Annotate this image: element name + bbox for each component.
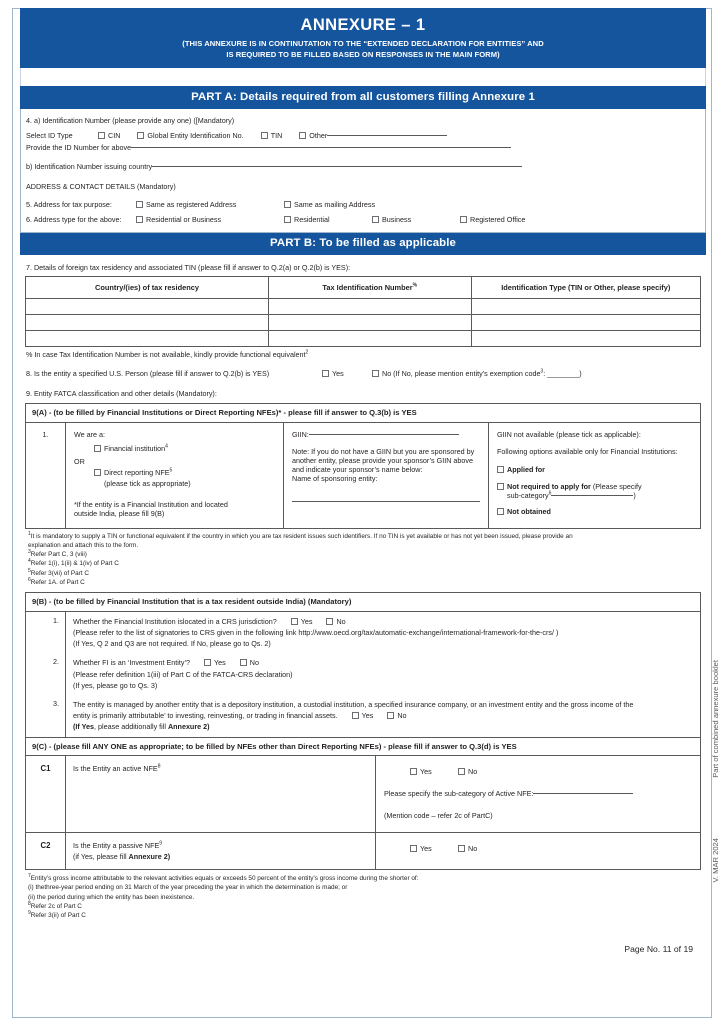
section-9c-row-c1 xyxy=(26,755,700,832)
cell-tin[interactable] xyxy=(269,331,472,347)
q4a-label: 4. a) Identification Number (please provide any one) ([Mandatory) xyxy=(26,116,235,126)
tick-as-appropriate-hint: (please tick as appropriate) xyxy=(104,478,191,488)
checkbox-icon[interactable] xyxy=(137,132,144,139)
footnote-item: $^3$Refer Part C, 3 (viii) xyxy=(28,549,87,559)
footnote-item: $^5$Refer 3(vii) of Part C xyxy=(28,567,90,577)
page-subtitle-line1: (THIS ANNEXURE IS IN CONTINUTATION TO THE “EXTENDED DECLARATION FOR ENTITIES” AND xyxy=(182,38,544,48)
giin-note-line1: Note: If you do not have a GIIN but you are sponsored by xyxy=(292,446,475,456)
q8-label: 8. Is the entity a specified U.S. Person (please fill if answer to Q.2(b) is YES) xyxy=(26,369,270,379)
q6-option-label-2: Business xyxy=(382,214,412,224)
checkbox-icon[interactable] xyxy=(326,618,333,625)
cell-country[interactable] xyxy=(26,315,269,331)
address-contact-heading: ADDRESS & CONTACT DETAILS (Mandatory) xyxy=(26,182,176,192)
id-type-label-global-entity-id: Global Entity Identification No. xyxy=(147,130,244,140)
row-number: 3. xyxy=(26,695,66,737)
footnote-item: $^4$Refer 1(i), 1(ii) & 1(iv) of Part C xyxy=(28,558,119,568)
page-subtitle-line2: IS REQUIRED TO BE FILLED BASED ON RESPONSES IN THE MAIN FORM) xyxy=(226,50,500,60)
option-yes[interactable]: Yes xyxy=(204,658,226,667)
part-a-body xyxy=(20,109,706,233)
option-label-direct-reporting-nfe: Direct reporting NFE$^5$ xyxy=(104,467,173,477)
section-9c-heading: 9(C) - (please fill ANY ONE as appropriate; to be filled by NFEs other than Direct Reporting NFEs) - please fill if answer to Q.3(d) is YES xyxy=(26,737,700,755)
question-line xyxy=(73,657,694,668)
section-9a xyxy=(25,403,701,528)
question-line xyxy=(73,616,694,627)
option-no[interactable]: No xyxy=(240,658,259,667)
question-subnote-2: (If yes, please go to Qs. 3) xyxy=(73,680,158,690)
id-type-label-other: Other xyxy=(309,130,328,140)
row-number: 1. xyxy=(26,612,66,654)
c1-mention-code-note: (Mention code – refer 2c of PartC) xyxy=(384,811,493,821)
checkbox-icon[interactable] xyxy=(291,618,298,625)
q8-option-no[interactable] xyxy=(372,369,582,378)
tax-residency-table xyxy=(25,276,701,347)
q6-option-label-3: Registered Office xyxy=(470,214,526,224)
sponsoring-entity-input[interactable] xyxy=(292,501,480,502)
part-a-bar: PART A: Details required from all customers filling Annexure 1 xyxy=(20,86,706,108)
question-subnote-1: (Please refer to the list of signatories to CRS given in the following link http://www.oecd.org/tax/automatic-exchange/international-framework-for-the-crs/ ) xyxy=(73,628,559,638)
checkbox-icon[interactable] xyxy=(458,768,465,775)
section-9b-row-1 xyxy=(26,611,700,654)
section-9b-heading: 9(B) - (to be filled by Financial Institution that is a tax resident outside India) (Mandatory) xyxy=(32,597,352,607)
question-c2: Is the Entity a passive NFE$^9$ (if Yes, please fill Annexure 2) xyxy=(66,833,376,869)
q4b-label: b) Identification Number issuing country xyxy=(26,161,153,171)
option-not-required-to-apply[interactable] xyxy=(497,482,692,500)
q6-label: 6. Address type for the above: xyxy=(26,214,122,224)
q5-label: 5. Address for tax purpose: xyxy=(26,199,112,209)
option-yes[interactable]: Yes xyxy=(410,844,458,853)
id-type-option-cin[interactable] xyxy=(98,131,120,140)
id-type-other-input[interactable] xyxy=(327,135,447,136)
table-row[interactable] xyxy=(26,331,701,347)
checkbox-icon[interactable] xyxy=(136,201,143,208)
row-code-c1: C1 xyxy=(26,756,66,832)
section-9a-heading: 9(A) - (to be filled by Financial Institutions or Direct Reporting NFEs)* - please fill if answer to Q.3(b) is YES xyxy=(26,404,700,422)
checkbox-icon[interactable] xyxy=(387,712,394,719)
id-type-option-other[interactable] xyxy=(299,131,447,140)
checkbox-icon[interactable] xyxy=(372,370,379,377)
cell-tin[interactable] xyxy=(269,299,472,315)
footnote-item: $^8$Refer 2c of Part C xyxy=(28,900,82,910)
footnote-item: (i) thethree-year period ending on 31 March of the year preceding the year in which the determination is made; or xyxy=(28,884,348,892)
q7-label: 7. Details of foreign tax residency and associated TIN (please fill if answer to Q.2(a) or Q.2(b) is YES): xyxy=(26,262,351,272)
checkbox-icon[interactable] xyxy=(204,659,211,666)
option-label-financial-institution: Financial institution$^4$ xyxy=(104,443,168,453)
option-no[interactable]: No xyxy=(387,711,406,720)
giin-not-available-title: GIIN not available (please tick as applicable): xyxy=(497,429,641,439)
issuing-country-input[interactable] xyxy=(152,166,522,167)
footnote-item: $^7$Entity’s gross income attributable to the relevant activities equals or exceeds 50 percent of the entity’s gross income during the shorter of: xyxy=(28,872,419,882)
checkbox-icon[interactable] xyxy=(410,845,417,852)
page-number: Page No. 11 of 19 xyxy=(624,944,693,955)
question-subnote-1: (Please refer definition 1(iii) of Part C of the FATCA-CRS declaration) xyxy=(73,669,293,679)
option-yes[interactable]: Yes xyxy=(352,711,374,720)
table-header-tin: Tax Identification Number% xyxy=(269,276,472,298)
side-label-version: V. MAR 2024 xyxy=(710,838,720,883)
side-label-booklet: Part of combined annexure booklet xyxy=(710,660,720,778)
question-c1: Is the Entity an active NFE$^8$ xyxy=(66,756,376,832)
giin-label: GIIN: xyxy=(292,429,309,439)
sub-category-input[interactable] xyxy=(551,495,633,496)
cell-tin[interactable] xyxy=(269,315,472,331)
checkbox-icon[interactable] xyxy=(94,469,101,476)
active-nfe-subcategory-input[interactable] xyxy=(533,793,633,794)
checkbox-icon[interactable] xyxy=(322,370,329,377)
checkbox-icon[interactable] xyxy=(352,712,359,719)
table-header-country: Country/(ies) of tax residency xyxy=(26,276,269,298)
table-header-id-type: Identification Type (TIN or Other, please specify) xyxy=(471,276,701,298)
section-9a-col-giin-unavailable xyxy=(489,423,700,528)
id-type-row xyxy=(26,131,699,140)
checkbox-icon[interactable] xyxy=(261,132,268,139)
q6-option-residential-or-business[interactable] xyxy=(136,215,284,224)
provide-id-input[interactable] xyxy=(131,147,511,148)
section-9a-body xyxy=(26,423,700,528)
question-text: entity is primarily attributable’ to investing, reinvesting, or trading in financial assets. xyxy=(73,711,338,721)
section-9b-row-2 xyxy=(26,653,700,695)
table-row[interactable] xyxy=(26,299,701,315)
giin-note-line2: another entity, please provide your sponsor’s GIIN above xyxy=(292,455,473,465)
id-type-label-tin: TIN xyxy=(270,130,283,140)
option-label-not-required-to-apply: Not required to apply for (Please specify sub-category$^6$ ) xyxy=(507,481,642,500)
option-label-applied-for: Applied for xyxy=(507,464,545,474)
checkbox-icon[interactable] xyxy=(299,132,306,139)
q5-row xyxy=(26,200,699,209)
option-yes[interactable]: Yes xyxy=(291,617,313,626)
checkbox-icon[interactable] xyxy=(497,466,504,473)
cell-id-type[interactable] xyxy=(471,299,701,315)
part-b-body xyxy=(20,255,706,955)
checkbox-icon[interactable] xyxy=(410,768,417,775)
footnote-item: $^9$Refer 3(ii) of Part C xyxy=(28,909,86,920)
checkbox-icon[interactable] xyxy=(372,216,379,223)
q8-yes-label: Yes xyxy=(332,369,344,379)
q8-no-label: No (If No, please mention entity’s exemption code$^3$: ________) xyxy=(382,368,582,379)
cell-country[interactable] xyxy=(26,299,269,315)
section-9a-col-entity-type xyxy=(66,423,284,528)
checkbox-icon[interactable] xyxy=(497,483,504,490)
q4b-row xyxy=(26,155,699,174)
id-type-option-global-entity-id[interactable] xyxy=(137,131,243,140)
option-yes[interactable]: Yes xyxy=(410,767,458,776)
side-margin-labels xyxy=(703,0,721,1024)
select-id-type-label: Select ID Type xyxy=(26,130,73,140)
footnote-item: $^1$It is mandatory to supply a TIN or functional equivalent if the country in which you are tax resident issues such identifiers. If no TIN is yet available or has not yet been issued, please provide an xyxy=(28,530,573,540)
question-line-2 xyxy=(73,710,694,721)
footnote-item: (ii) the period during which the entity has been inexistence. xyxy=(28,893,195,901)
section-9a-row-number: 1. xyxy=(26,423,66,528)
q6-option-registered-office[interactable] xyxy=(460,215,525,224)
cell-id-type[interactable] xyxy=(471,315,701,331)
id-type-option-tin[interactable] xyxy=(261,131,283,140)
footnote-item: $^6$Refer 1A. of Part C xyxy=(28,576,85,587)
table-header-row xyxy=(26,276,701,298)
table-row[interactable] xyxy=(26,315,701,331)
option-no[interactable]: No xyxy=(326,617,345,626)
option-no[interactable]: No xyxy=(458,767,477,776)
option-label-not-obtained: Not obtained xyxy=(507,506,551,516)
checkbox-icon[interactable] xyxy=(460,216,467,223)
part-b-bar: PART B: To be filled as applicable xyxy=(20,233,706,255)
giin-field-row xyxy=(292,430,480,439)
q8-row xyxy=(25,359,701,378)
q5-option-same-as-registered[interactable] xyxy=(136,200,284,209)
checkbox-icon[interactable] xyxy=(284,216,291,223)
section-9c-row-c2 xyxy=(26,832,700,869)
section-9b-row-3 xyxy=(26,695,700,737)
q6-option-business[interactable] xyxy=(372,215,460,224)
checkbox-icon[interactable] xyxy=(458,845,465,852)
provide-id-row xyxy=(26,141,699,155)
giin-input[interactable] xyxy=(309,434,459,435)
q6-row xyxy=(26,215,699,224)
q5-option-same-as-mailing[interactable] xyxy=(284,200,375,209)
question-text: Whether FI is an ‘Investment Entity’? xyxy=(73,658,191,668)
title-spacer xyxy=(20,68,706,86)
or-separator: OR xyxy=(74,456,85,466)
c2-answer-options xyxy=(410,841,692,857)
cell-id-type[interactable] xyxy=(471,331,701,347)
provide-id-label: Provide the ID Number for above xyxy=(26,143,132,153)
section-9a-col-giin xyxy=(284,423,489,528)
checkbox-icon[interactable] xyxy=(497,508,504,515)
table-footnote: % In case Tax Identification Number is not available, kindly provide functional equivalent$^2$ xyxy=(26,349,309,360)
footnotes-bottom xyxy=(25,870,701,922)
question-line-1: The entity is managed by another entity that is a depository institution, a custodial institution, a specified insurance company, or an investment entity and the gross income of the xyxy=(73,700,634,710)
checkbox-icon[interactable] xyxy=(98,132,105,139)
q6-option-label-1: Residential xyxy=(294,214,330,224)
q8-option-yes[interactable] xyxy=(322,369,372,378)
q5-option-label-1: Same as mailing Address xyxy=(294,199,376,209)
page-title: ANNEXURE – 1 xyxy=(300,16,426,34)
q6-option-residential[interactable] xyxy=(284,215,372,224)
option-applied-for[interactable] xyxy=(497,465,692,474)
footnotes-middle xyxy=(25,529,701,590)
option-not-obtained[interactable] xyxy=(497,507,692,516)
question-subnote-1: (If Yes, please additionally fill Annexure 2) xyxy=(73,722,210,732)
section-9a-note-line1: *If the entity is a Financial Institution and located xyxy=(74,499,228,509)
cell-country[interactable] xyxy=(26,331,269,347)
row-code-c2: C2 xyxy=(26,833,66,869)
giin-note-line3: and indicate your sponsor’s name below: xyxy=(292,464,423,474)
row-number: 2. xyxy=(26,653,66,695)
checkbox-icon[interactable] xyxy=(240,659,247,666)
we-are-a-label: We are a: xyxy=(74,429,106,439)
q6-option-label-0: Residential or Business xyxy=(146,214,222,224)
c1-subcategory-row: Please specify the sub-category of Active NFE: xyxy=(384,786,692,802)
checkbox-icon[interactable] xyxy=(94,445,101,452)
sponsoring-entity-label: Name of sponsoring entity: xyxy=(292,473,378,483)
q9-label: 9. Entity FATCA classification and other details (Mandatory): xyxy=(26,389,217,399)
footnote-item: explanation and attach this to the form. xyxy=(28,541,139,549)
c1-answer-options xyxy=(410,764,692,780)
question-subnote-2: (If Yes, Q 2 and Q3 are not required. If No, please go to Qs. 2) xyxy=(73,639,271,649)
question-text: Whether the Financial Institution islocated in a CRS jurisdiction? xyxy=(73,616,277,626)
giin-fi-only-subtitle: Following options available only for Financial Institutions: xyxy=(497,446,678,456)
option-financial-institution[interactable] xyxy=(94,444,275,453)
document-title-banner xyxy=(20,8,706,68)
section-9a-note-line2: outside India, please fill 9(B) xyxy=(74,508,165,518)
checkbox-icon[interactable] xyxy=(284,201,291,208)
section-9b-9c xyxy=(25,592,701,870)
checkbox-icon[interactable] xyxy=(136,216,143,223)
option-no[interactable]: No xyxy=(458,844,477,853)
option-direct-reporting-nfe[interactable] xyxy=(94,468,275,477)
id-type-label-cin: CIN xyxy=(108,130,121,140)
q5-option-label-0: Same as registered Address xyxy=(146,199,237,209)
